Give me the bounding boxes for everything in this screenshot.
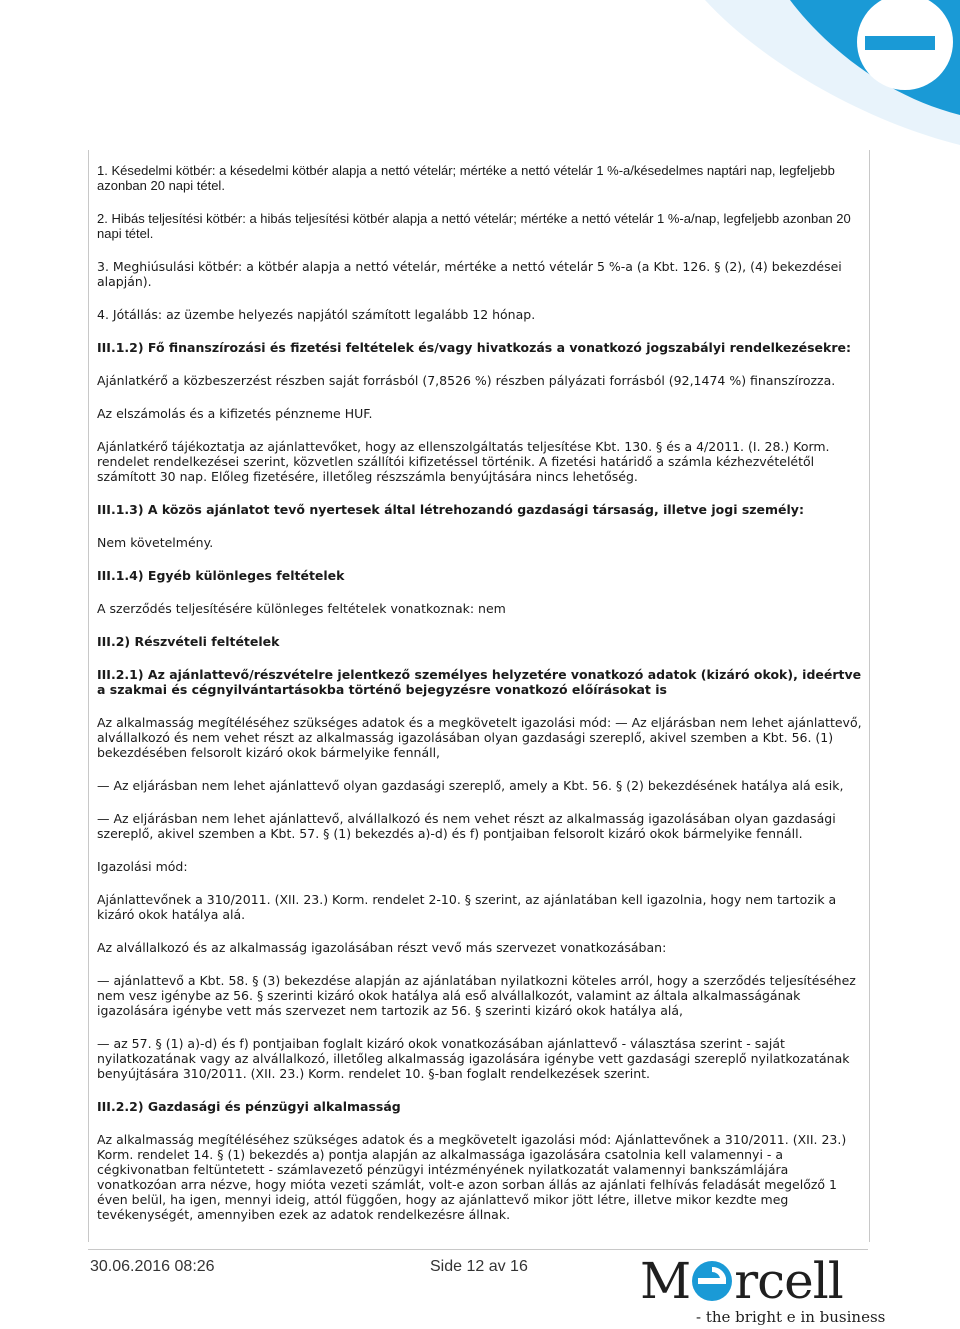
penalty-defective: 2. Hibás teljesítési kötbér: a hibás teljesítési kötbér alapja a nettó vételár; mértéke a nettó vételár 1 %-a/nap, legfeljebb azonban 20 napi tétel. (97, 211, 851, 241)
marcell-e-logo-icon (0, 0, 960, 160)
brand-tagline: - the bright e in business (696, 1308, 886, 1326)
exclusion-57-1: — Az eljárásban nem lehet ajánlattevő, alvállalkozó és nem vehet részt az alkalmasság igazolásában olyan gazdasági szereplő, akivel szemben a Kbt. 57. § (1) bekezdés a)-d) és f) pontjaiban felsorolt kizáró okok bármelyike fennáll. (97, 811, 836, 841)
brand-name-prefix: M (640, 1252, 691, 1310)
payment-info: Ajánlatkérő tájékoztatja az ajánlattevőket, hogy az ellenszolgáltatás teljesítése Kbt. 130. § és a 4/2011. (I. 28.) Korm. rendelet rendelkezései szerint, közvetlen szállítói kifizetéssel történik. A fizetési határidő a számla kézhezvételétől számított 30 nap. Előleg fizetésére, illetőleg részszámla benyújtására nincs lehetőség. (97, 439, 830, 484)
warranty: 4. Jótállás: az üzembe helyezés napjától számított legalább 12 hónap. (97, 307, 536, 322)
suitability-data: Az alkalmasság megítéléséhez szükséges adatok és a megkövetelt igazolási mód: — Az eljárásban nem lehet ajánlattevő, alvállalkozó és nem vehet részt az alkalmasság igazolásában olyan gazdasági szereplő, akivel szemben a Kbt. 56. (1) bekezdésében felsorolt kizáró okok bármelyike fennáll, (97, 715, 862, 760)
special-conditions: A szerződés teljesítésére különleges feltételek vonatkoznak: nem (97, 601, 506, 616)
subcontractor-58-3: — ajánlattevő a Kbt. 58. § (3) bekezdése alapján az ajánlatában nyilatkozni köteles arról, hogy a szerződés teljesítéséhez nem vesz igénybe az 56. § szerinti kizáró okok hatálya alá eső alvállalkozót, valamint az általa alkalmasságának igazolására igénybe vett más szervezet nem tartozik az 56. § szerinti kizáró okok hatálya alá, (97, 973, 856, 1018)
brand-e-icon (690, 1259, 734, 1303)
document-body (97, 163, 862, 1240)
heading-III-2: III.2) Részvételi feltételek (97, 634, 280, 649)
verification-method-label: Igazolási mód: (97, 859, 188, 874)
financial-suitability: Az alkalmasság megítéléséhez szükséges adatok és a megkövetelt igazolási mód: Ajánlattevőnek a 310/2011. (XII. 23.) Korm. rendelet 14. § (1) bekezdés a) pontja alapján az alkalmassága igazolására csatolnia kell valamennyi - a cégkivonatban feltüntetett - számlavezető pénzügyi intézményének nyilatkozatát valamennyi bankszámlájára vonatkozóan arra nézve, hogy mióta vezeti számlát, volt-e azon sorban állás az ajánlati felhívás feladását megelőző 1 éven belül, ha igen, mennyi ideig, attól függően, hogy az ajánlattevő mikor jött létre, illetve mikor kezdte meg tevékenységét, amennyiben ezek az adatok rendelkezésre állnak. (97, 1132, 847, 1222)
marcell-brand-logo (640, 1252, 886, 1327)
heading-III-2-1: III.2.1) Az ajánlattevő/részvételre jelentkező személyes helyzetére vonatkozó adatok (kizáró okok), ideértve a szakmai és cégnyilvántartásokba történő bejegyzésre vonatkozó előírásokat is (97, 667, 862, 697)
brand-name (640, 1252, 843, 1310)
footer-page-number: Side 12 av 16 (430, 1258, 528, 1275)
heading-III-1-2: III.1.2) Fő finanszírozási és fizetési feltételek és/vagy hivatkozás a vonatkozó jogszabályi rendelkezésekre: (97, 340, 851, 355)
currency: Az elszámolás és a kifizetés pénzneme HUF. (97, 406, 373, 421)
exclusion-56-2: — Az eljárásban nem lehet ajánlattevő olyan gazdasági szereplő, amely a Kbt. 56. § (2) bekezdésének hatálya alá esik, (97, 778, 844, 793)
financing-source: Ajánlatkérő a közbeszerzést részben saját forrásból (7,8526 %) részben pályázati forrásból (92,1474 %) finanszírozza. (97, 373, 836, 388)
penalty-delay: 1. Késedelmi kötbér: a késedelmi kötbér alapja a nettó vételár; mértéke a nettó vételár 1 %-a/késedelmes naptári nap, legfeljebb azonban 20 napi tétel. (97, 163, 835, 193)
heading-III-1-4: III.1.4) Egyéb különleges feltételek (97, 568, 345, 583)
not-required: Nem követelmény. (97, 535, 214, 550)
subcontractor-intro: Az alvállalkozó és az alkalmasság igazolásában részt vevő más szervezet vonatkozásában: (97, 940, 667, 955)
penalty-failure: 3. Meghiúsulási kötbér: a kötbér alapja a nettó vételár, mértéke a nettó vételár 5 %-a (a Kbt. 126. § (2), (4) bekezdései alapján). (97, 259, 842, 289)
brand-name-suffix: rcell (734, 1252, 843, 1310)
footer-date: 30.06.2016 08:26 (90, 1258, 215, 1275)
subcontractor-57-1: — az 57. § (1) a)-d) és f) pontjaiban foglalt kizáró okok vonatkozásában ajánlattevő - választása szerint - saját nyilatkozatának vagy az alvállalkozó, illetőleg alkalmasság igazolására igénybe vett gazdasági szereplő nyilatkozatának benyújtására 310/2011. (XII. 23.) Korm. rendelet 10. §-ban foglalt rendelkezések szerint. (97, 1036, 850, 1081)
verification-method: Ajánlattevőnek a 310/2011. (XII. 23.) Korm. rendelet 2-10. § szerint, az ajánlatában kell igazolnia, hogy nem tartozik a kizáró okok hatálya alá. (97, 892, 837, 922)
heading-III-2-2: III.2.2) Gazdasági és pénzügyi alkalmasság (97, 1099, 401, 1114)
footer-divider (88, 1249, 868, 1250)
heading-III-1-3: III.1.3) A közös ajánlatot tevő nyertesek által létrehozandó gazdasági társaság, illetve jogi személy: (97, 502, 804, 517)
